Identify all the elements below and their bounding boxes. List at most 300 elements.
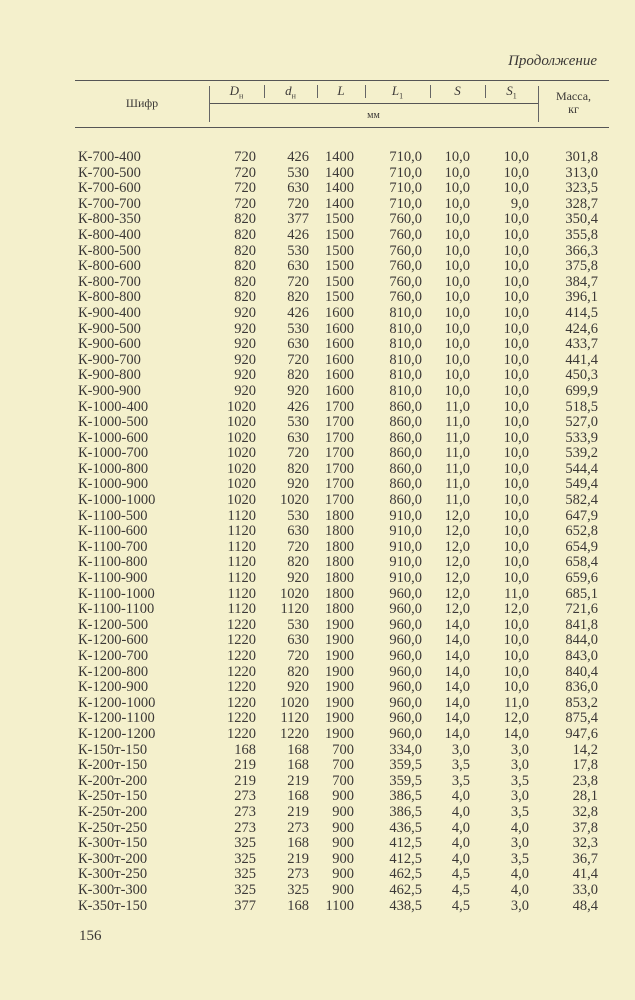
cell-branch-diameter: 1020 xyxy=(280,585,309,602)
cell-code: К-800-500 xyxy=(78,242,141,259)
cell-branch-diameter: 720 xyxy=(287,648,309,664)
cell-branch-diameter: 426 xyxy=(287,226,309,243)
cell-length: 1600 xyxy=(325,351,354,368)
cell-outer-diameter: 920 xyxy=(234,367,256,384)
cell-length: 1600 xyxy=(325,382,354,399)
table-row xyxy=(0,446,635,462)
cell-code: К-300т-300 xyxy=(78,881,148,898)
cell-length: 1600 xyxy=(325,320,354,337)
cell-code: К-700-600 xyxy=(78,180,141,197)
table-row xyxy=(0,181,635,197)
cell-branch-diameter: 920 xyxy=(287,570,309,587)
cell-length: 900 xyxy=(332,788,354,805)
cell-length1: 810,0 xyxy=(389,336,422,353)
cell-outer-diameter: 273 xyxy=(234,819,256,836)
cell-wall1: 10,0 xyxy=(503,554,529,571)
header-mass-unit: кг xyxy=(568,102,579,116)
cell-wall: 10,0 xyxy=(444,195,470,212)
table-row xyxy=(0,883,635,899)
cell-length1: 960,0 xyxy=(389,585,422,602)
cell-wall1: 10,0 xyxy=(503,492,529,509)
cell-outer-diameter: 920 xyxy=(234,336,256,353)
cell-wall: 4,0 xyxy=(451,819,470,836)
cell-length: 1400 xyxy=(325,180,354,197)
cell-length1: 910,0 xyxy=(389,507,422,524)
cell-branch-diameter: 630 xyxy=(287,632,309,649)
table-row xyxy=(0,353,635,369)
cell-wall1: 3,0 xyxy=(510,788,529,805)
cell-wall: 14,0 xyxy=(444,725,470,742)
cell-wall1: 10,0 xyxy=(503,149,529,165)
cell-outer-diameter: 1220 xyxy=(227,663,256,680)
cell-mass: 841,8 xyxy=(565,616,598,633)
cell-length1: 810,0 xyxy=(389,382,422,399)
cell-branch-diameter: 168 xyxy=(287,741,309,758)
cell-wall: 11,0 xyxy=(445,414,470,431)
cell-outer-diameter: 1120 xyxy=(227,570,256,587)
cell-length: 900 xyxy=(332,835,354,852)
cell-wall: 11,0 xyxy=(445,492,470,509)
cell-length1: 910,0 xyxy=(389,523,422,540)
cell-wall1: 11,0 xyxy=(504,585,529,602)
table-row xyxy=(0,400,635,416)
cell-mass: 396,1 xyxy=(565,289,598,306)
cell-mass: 14,2 xyxy=(572,741,598,758)
continuation-label: Продолжение xyxy=(508,53,597,69)
cell-outer-diameter: 820 xyxy=(234,242,256,259)
cell-length1: 860,0 xyxy=(389,492,422,509)
cell-branch-diameter: 720 xyxy=(287,351,309,368)
table-row xyxy=(0,477,635,493)
header-l1-symbol: L xyxy=(391,83,400,98)
cell-length1: 860,0 xyxy=(389,429,422,446)
cell-wall: 11,0 xyxy=(445,398,470,415)
cell-length: 1900 xyxy=(325,663,354,680)
cell-length: 1700 xyxy=(325,445,354,462)
cell-length: 1400 xyxy=(325,149,354,165)
cell-length1: 386,5 xyxy=(389,788,422,805)
cell-wall1: 10,0 xyxy=(503,382,529,399)
cell-length1: 860,0 xyxy=(389,398,422,415)
cell-wall: 10,0 xyxy=(444,304,470,321)
table-row xyxy=(0,368,635,384)
cell-length: 1700 xyxy=(325,429,354,446)
cell-code: К-1200-800 xyxy=(78,663,149,680)
cell-code: К-900-700 xyxy=(78,351,141,368)
header-wall1 xyxy=(485,83,538,100)
table-row xyxy=(0,228,635,244)
table-row xyxy=(0,680,635,696)
cell-wall: 11,0 xyxy=(445,429,470,446)
cell-branch-diameter: 630 xyxy=(287,429,309,446)
cell-wall: 4,5 xyxy=(451,866,470,883)
cell-wall: 10,0 xyxy=(444,164,470,181)
cell-outer-diameter: 325 xyxy=(234,866,256,883)
cell-length1: 910,0 xyxy=(389,538,422,555)
cell-branch-diameter: 820 xyxy=(287,289,309,306)
cell-length: 1900 xyxy=(325,648,354,664)
cell-length1: 960,0 xyxy=(389,694,422,711)
cell-wall: 4,5 xyxy=(451,897,470,914)
cell-wall: 14,0 xyxy=(444,694,470,711)
cell-branch-diameter: 820 xyxy=(287,554,309,571)
cell-outer-diameter: 720 xyxy=(234,164,256,181)
cell-outer-diameter: 273 xyxy=(234,803,256,820)
header-length1 xyxy=(365,83,430,100)
cell-mass: 836,0 xyxy=(565,679,598,696)
table-row xyxy=(0,618,635,634)
cell-length: 1900 xyxy=(325,616,354,633)
cell-wall1: 10,0 xyxy=(503,476,529,493)
cell-outer-diameter: 1020 xyxy=(227,476,256,493)
cell-mass: 450,3 xyxy=(565,367,598,384)
cell-length1: 710,0 xyxy=(389,180,422,197)
cell-wall1: 10,0 xyxy=(503,523,529,540)
cell-wall: 10,0 xyxy=(444,258,470,275)
cell-length1: 960,0 xyxy=(389,648,422,664)
cell-code: К-250т-150 xyxy=(78,788,148,805)
cell-branch-diameter: 630 xyxy=(287,258,309,275)
cell-wall: 14,0 xyxy=(444,616,470,633)
cell-outer-diameter: 1220 xyxy=(227,710,256,727)
cell-wall1: 10,0 xyxy=(503,429,529,446)
cell-length: 1700 xyxy=(325,460,354,477)
cell-outer-diameter: 820 xyxy=(234,226,256,243)
table-top-rule xyxy=(75,80,609,81)
cell-length: 1500 xyxy=(325,242,354,259)
cell-branch-diameter: 530 xyxy=(287,320,309,337)
cell-outer-diameter: 1020 xyxy=(227,429,256,446)
cell-outer-diameter: 920 xyxy=(234,351,256,368)
cell-code: К-700-400 xyxy=(78,149,141,165)
cell-code: К-900-900 xyxy=(78,382,141,399)
cell-wall1: 10,0 xyxy=(503,507,529,524)
cell-mass: 533,9 xyxy=(565,429,598,446)
table-row xyxy=(0,587,635,603)
cell-code: К-1200-1100 xyxy=(78,710,155,727)
cell-length1: 710,0 xyxy=(389,149,422,165)
cell-wall1: 10,0 xyxy=(503,460,529,477)
cell-length: 1600 xyxy=(325,367,354,384)
cell-branch-diameter: 1120 xyxy=(280,710,309,727)
cell-wall: 3,0 xyxy=(451,741,470,758)
cell-mass: 32,8 xyxy=(572,803,598,820)
cell-branch-diameter: 630 xyxy=(287,523,309,540)
cell-wall1: 10,0 xyxy=(503,570,529,587)
cell-outer-diameter: 820 xyxy=(234,211,256,228)
header-code: Шифр xyxy=(125,96,159,110)
header-dn-subscript: н xyxy=(239,91,244,101)
cell-code: К-1100-600 xyxy=(78,523,148,540)
cell-wall1: 4,0 xyxy=(510,881,529,898)
cell-code: К-150т-150 xyxy=(78,741,148,758)
cell-mass: 375,8 xyxy=(565,258,598,275)
cell-branch-diameter: 630 xyxy=(287,336,309,353)
cell-length: 700 xyxy=(332,772,354,789)
cell-code: К-250т-250 xyxy=(78,819,148,836)
cell-wall: 14,0 xyxy=(444,663,470,680)
cell-length1: 960,0 xyxy=(389,663,422,680)
cell-outer-diameter: 219 xyxy=(234,772,256,789)
cell-length: 900 xyxy=(332,819,354,836)
cell-code: К-800-700 xyxy=(78,273,141,290)
cell-mass: 721,6 xyxy=(565,601,598,618)
cell-length: 1100 xyxy=(325,897,354,914)
cell-code: К-800-350 xyxy=(78,211,141,228)
cell-mass: 658,4 xyxy=(565,554,598,571)
table-row xyxy=(0,758,635,774)
table-row xyxy=(0,649,635,665)
cell-length1: 438,5 xyxy=(389,897,422,914)
cell-code: К-1100-1100 xyxy=(78,601,155,618)
cell-wall: 14,0 xyxy=(444,632,470,649)
cell-length: 1800 xyxy=(325,523,354,540)
cell-wall1: 10,0 xyxy=(503,258,529,275)
cell-branch-diameter: 920 xyxy=(287,476,309,493)
header-s-symbol: S xyxy=(454,83,461,98)
cell-branch-diameter: 168 xyxy=(287,897,309,914)
cell-length1: 462,5 xyxy=(389,881,422,898)
cell-wall: 10,0 xyxy=(444,382,470,399)
cell-length1: 960,0 xyxy=(389,616,422,633)
cell-length: 700 xyxy=(332,757,354,774)
cell-wall1: 10,0 xyxy=(503,663,529,680)
table-row xyxy=(0,571,635,587)
cell-mass: 844,0 xyxy=(565,632,598,649)
cell-wall: 4,0 xyxy=(451,788,470,805)
cell-length: 900 xyxy=(332,850,354,867)
cell-mass: 527,0 xyxy=(565,414,598,431)
cell-code: К-1000-1000 xyxy=(78,492,156,509)
cell-wall: 12,0 xyxy=(444,554,470,571)
cell-wall1: 10,0 xyxy=(503,616,529,633)
cell-length1: 760,0 xyxy=(389,226,422,243)
cell-branch-diameter: 426 xyxy=(287,149,309,165)
cell-code: К-200т-150 xyxy=(78,757,148,774)
table-row xyxy=(0,821,635,837)
cell-length1: 810,0 xyxy=(389,351,422,368)
cell-code: К-900-500 xyxy=(78,320,141,337)
table-row xyxy=(0,244,635,260)
cell-length1: 386,5 xyxy=(389,803,422,820)
cell-wall: 4,0 xyxy=(451,803,470,820)
cell-code: К-1000-900 xyxy=(78,476,149,493)
cell-mass: 647,9 xyxy=(565,507,598,524)
cell-wall1: 10,0 xyxy=(503,648,529,664)
cell-mass: 518,5 xyxy=(565,398,598,415)
cell-outer-diameter: 820 xyxy=(234,289,256,306)
cell-wall1: 10,0 xyxy=(503,336,529,353)
cell-length: 1900 xyxy=(325,694,354,711)
cell-outer-diameter: 1020 xyxy=(227,460,256,477)
cell-length: 1700 xyxy=(325,398,354,415)
cell-branch-diameter: 630 xyxy=(287,180,309,197)
cell-outer-diameter: 720 xyxy=(234,195,256,212)
cell-code: К-900-400 xyxy=(78,304,141,321)
header-mass xyxy=(538,90,609,116)
cell-wall: 12,0 xyxy=(444,585,470,602)
cell-wall1: 10,0 xyxy=(503,304,529,321)
cell-length: 900 xyxy=(332,803,354,820)
cell-mass: 433,7 xyxy=(565,336,598,353)
cell-outer-diameter: 168 xyxy=(234,741,256,758)
cell-length: 1700 xyxy=(325,492,354,509)
table-row xyxy=(0,290,635,306)
header-dn-symbol: D xyxy=(229,83,240,98)
cell-mass: 33,0 xyxy=(572,881,598,898)
cell-outer-diameter: 325 xyxy=(234,835,256,852)
cell-length: 1900 xyxy=(325,679,354,696)
cell-branch-diameter: 720 xyxy=(287,195,309,212)
cell-wall1: 10,0 xyxy=(503,679,529,696)
cell-code: К-1100-500 xyxy=(78,507,148,524)
cell-wall: 12,0 xyxy=(444,507,470,524)
cell-mass: 652,8 xyxy=(565,523,598,540)
table-row xyxy=(0,711,635,727)
cell-length1: 462,5 xyxy=(389,866,422,883)
cell-length1: 960,0 xyxy=(389,725,422,742)
cell-wall1: 14,0 xyxy=(503,725,529,742)
table-row xyxy=(0,899,635,915)
cell-code: К-800-600 xyxy=(78,258,141,275)
cell-wall: 10,0 xyxy=(444,320,470,337)
cell-code: К-800-400 xyxy=(78,226,141,243)
cell-mass: 28,1 xyxy=(572,788,598,805)
cell-length1: 960,0 xyxy=(389,601,422,618)
cell-length: 1500 xyxy=(325,273,354,290)
cell-length1: 760,0 xyxy=(389,242,422,259)
cell-length: 1500 xyxy=(325,258,354,275)
cell-outer-diameter: 1120 xyxy=(227,538,256,555)
cell-code: К-1000-500 xyxy=(78,414,149,431)
cell-length: 1800 xyxy=(325,570,354,587)
cell-wall: 12,0 xyxy=(444,570,470,587)
cell-mass: 313,0 xyxy=(565,164,598,181)
cell-length: 1900 xyxy=(325,725,354,742)
cell-mass: 414,5 xyxy=(565,304,598,321)
cell-wall: 11,0 xyxy=(445,445,470,462)
cell-wall1: 10,0 xyxy=(503,180,529,197)
cell-branch-diameter: 273 xyxy=(287,866,309,883)
cell-wall1: 3,0 xyxy=(510,741,529,758)
cell-wall1: 10,0 xyxy=(503,320,529,337)
table-row xyxy=(0,415,635,431)
cell-outer-diameter: 1020 xyxy=(227,445,256,462)
cell-branch-diameter: 1120 xyxy=(280,601,309,618)
table-row xyxy=(0,727,635,743)
cell-wall1: 10,0 xyxy=(503,211,529,228)
cell-branch-diameter: 530 xyxy=(287,616,309,633)
cell-branch-diameter: 530 xyxy=(287,414,309,431)
cell-outer-diameter: 325 xyxy=(234,881,256,898)
cell-mass: 843,0 xyxy=(565,648,598,664)
cell-code: К-1100-800 xyxy=(78,554,148,571)
cell-wall: 11,0 xyxy=(445,476,470,493)
cell-length: 1500 xyxy=(325,211,354,228)
cell-outer-diameter: 920 xyxy=(234,304,256,321)
cell-outer-diameter: 325 xyxy=(234,850,256,867)
cell-outer-diameter: 219 xyxy=(234,757,256,774)
table-body xyxy=(0,150,635,914)
table-row xyxy=(0,493,635,509)
cell-branch-diameter: 530 xyxy=(287,507,309,524)
cell-mass: 36,7 xyxy=(572,850,598,867)
cell-code: К-1100-1000 xyxy=(78,585,155,602)
cell-length1: 810,0 xyxy=(389,367,422,384)
cell-wall1: 10,0 xyxy=(503,273,529,290)
cell-wall1: 4,0 xyxy=(510,866,529,883)
cell-mass: 840,4 xyxy=(565,663,598,680)
cell-outer-diameter: 1220 xyxy=(227,725,256,742)
cell-mass: 853,2 xyxy=(565,694,598,711)
table-row xyxy=(0,212,635,228)
cell-branch-diameter: 426 xyxy=(287,304,309,321)
header-branch-diameter xyxy=(264,83,317,100)
cell-wall: 10,0 xyxy=(444,289,470,306)
cell-length1: 960,0 xyxy=(389,632,422,649)
cell-code: К-1000-700 xyxy=(78,445,149,462)
cell-length1: 960,0 xyxy=(389,679,422,696)
cell-outer-diameter: 1220 xyxy=(227,648,256,664)
cell-code: К-1100-700 xyxy=(78,538,148,555)
cell-wall: 3,5 xyxy=(451,757,470,774)
cell-wall1: 10,0 xyxy=(503,242,529,259)
table-row xyxy=(0,322,635,338)
cell-length1: 710,0 xyxy=(389,164,422,181)
cell-wall1: 10,0 xyxy=(503,367,529,384)
cell-wall: 4,5 xyxy=(451,881,470,898)
cell-length1: 412,5 xyxy=(389,835,422,852)
cell-branch-diameter: 820 xyxy=(287,367,309,384)
cell-outer-diameter: 1020 xyxy=(227,398,256,415)
table-row xyxy=(0,431,635,447)
cell-outer-diameter: 1220 xyxy=(227,632,256,649)
cell-branch-diameter: 1020 xyxy=(280,694,309,711)
table-row xyxy=(0,743,635,759)
table-row xyxy=(0,602,635,618)
cell-code: К-900-800 xyxy=(78,367,141,384)
cell-branch-diameter: 720 xyxy=(287,538,309,555)
cell-mass: 328,7 xyxy=(565,195,598,212)
cell-wall: 10,0 xyxy=(444,149,470,165)
cell-length: 1800 xyxy=(325,538,354,555)
cell-wall: 11,0 xyxy=(445,460,470,477)
cell-branch-diameter: 1220 xyxy=(280,725,309,742)
cell-wall1: 3,0 xyxy=(510,835,529,852)
cell-length1: 359,5 xyxy=(389,772,422,789)
cell-wall: 10,0 xyxy=(444,226,470,243)
table-row xyxy=(0,275,635,291)
cell-mass: 424,6 xyxy=(565,320,598,337)
cell-branch-diameter: 720 xyxy=(287,273,309,290)
cell-code: К-250т-200 xyxy=(78,803,148,820)
cell-branch-diameter: 219 xyxy=(287,850,309,867)
cell-code: К-1000-800 xyxy=(78,460,149,477)
cell-wall: 10,0 xyxy=(444,180,470,197)
cell-mass: 355,8 xyxy=(565,226,598,243)
cell-wall1: 10,0 xyxy=(503,289,529,306)
table-row xyxy=(0,384,635,400)
cell-mass: 17,8 xyxy=(572,757,598,774)
cell-outer-diameter: 1120 xyxy=(227,585,256,602)
cell-mass: 41,4 xyxy=(572,866,598,883)
cell-mass: 685,1 xyxy=(565,585,598,602)
cell-wall1: 9,0 xyxy=(510,195,529,212)
cell-wall1: 10,0 xyxy=(503,351,529,368)
cell-outer-diameter: 920 xyxy=(234,382,256,399)
cell-branch-diameter: 1020 xyxy=(280,492,309,509)
header-dn2-subscript: н xyxy=(291,91,296,101)
